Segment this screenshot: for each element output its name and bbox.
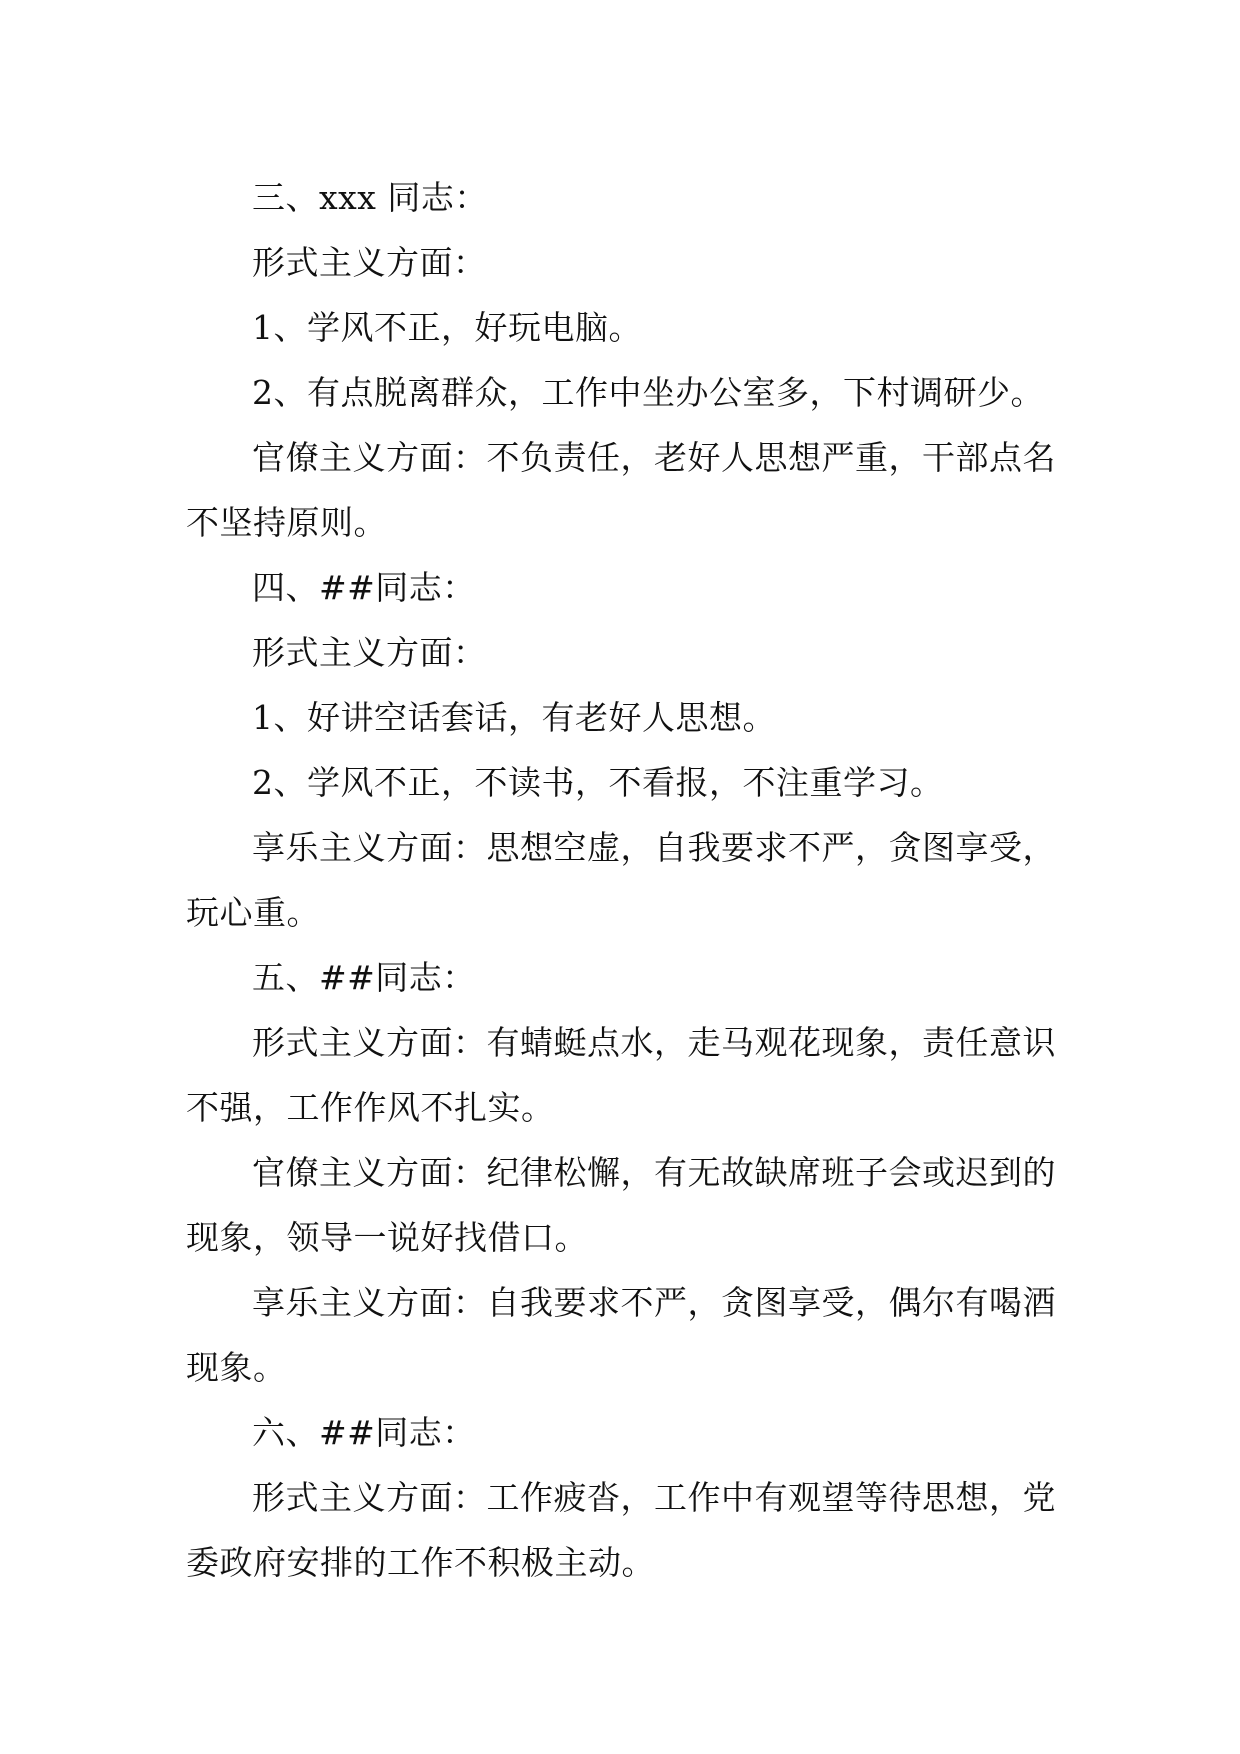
document-body bbox=[186, 165, 1070, 1595]
subheading-formalism: 形式主义方面： bbox=[252, 633, 487, 672]
paragraph-formalism: 形式主义方面：有蜻蜓点水，走马观花现象，责任意识不强，工作作风不扎实。 bbox=[186, 1023, 1056, 1127]
paragraph-hedonism: 享乐主义方面：思想空虚，自我要求不严，贪图享受，玩心重。 bbox=[186, 828, 1056, 932]
list-item: 2、有点脱离群众，工作中坐办公室多，下村调研少。 bbox=[252, 373, 1044, 412]
section-heading-6: 六、##同志： bbox=[252, 1413, 476, 1452]
paragraph-hedonism: 享乐主义方面：自我要求不严，贪图享受，偶尔有喝酒现象。 bbox=[186, 1283, 1056, 1387]
paragraph-bureaucratism: 官僚主义方面：纪律松懈，有无故缺席班子会或迟到的现象，领导一说好找借口。 bbox=[186, 1153, 1056, 1257]
section-heading-4: 四、##同志： bbox=[252, 568, 476, 607]
paragraph-bureaucratism: 官僚主义方面：不负责任，老好人思想严重，干部点名不坚持原则。 bbox=[186, 438, 1056, 542]
list-item: 1、好讲空话套话，有老好人思想。 bbox=[252, 698, 776, 737]
list-item: 2、学风不正，不读书，不看报，不注重学习。 bbox=[252, 763, 944, 802]
subheading-formalism: 形式主义方面： bbox=[252, 243, 487, 282]
paragraph-formalism: 形式主义方面：工作疲沓，工作中有观望等待思想，党委政府安排的工作不积极主动。 bbox=[186, 1478, 1056, 1582]
section-heading-3: 三、xxx 同志： bbox=[252, 178, 488, 217]
section-heading-5: 五、##同志： bbox=[252, 958, 476, 997]
list-item: 1、学风不正，好玩电脑。 bbox=[252, 308, 642, 347]
